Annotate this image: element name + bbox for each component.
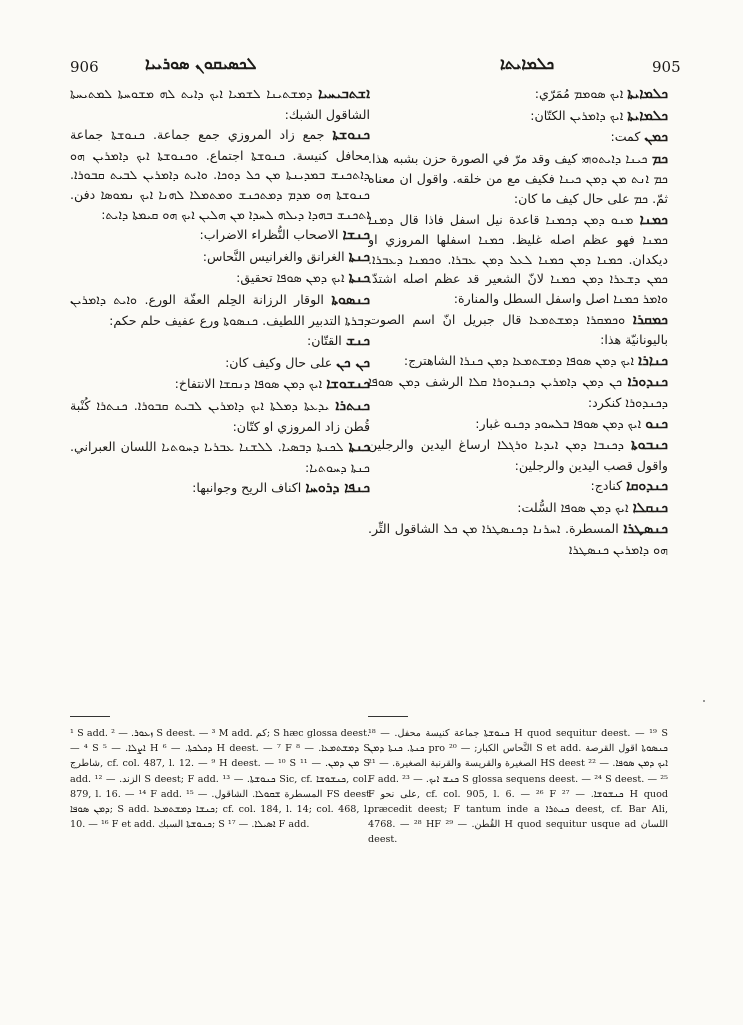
lexicon-entry xyxy=(70,84,370,124)
lexicon-entry xyxy=(368,498,668,519)
entry-headword: ܟܢܬܐ xyxy=(348,270,370,287)
lexicon-entry xyxy=(368,149,668,209)
entry-gloss: جمع زاد المروزي جمع جماعة. ܟܢܘܫܬܐ جماعة محافل كنيسة. ܟܢܘܫܬܐ اجتماع. ܘܟܢܘܫܬܐ ܐܝܟ ܕܐܡܪܝܢ ܗܘ ܕܐܬܟܢܫ ܒܡܕܝܢܬܐ ܡܢ ܟܠ ܕܘܟܐ. ܘܐܝܬ ܕܐܡܪܝܢ ܠܒܝܬ ܩܒܘܪܐ. ܟܢܘܫܬܐ ܗܘ ܡܕܡ ܕܡܬܟܢܫ ܘܡܬܡܠܐ ܠܗܢܐ ܐܝܟ ܢܡܘܣܐ دفن. ܐܬܟܢܫ ܒܗܕܐ ܕܝܠܗ ܠܚܕܐ ܡܢ ܗܠܝܢ ܐܝܟ ܗܘ ܩܝܡܬܐ ܕܐܝܬ: xyxy=(70,127,370,222)
entry-gloss: ܐܝܟ ܕܡܢ ܣܘܦܐ تحقيق: xyxy=(236,270,345,286)
entry-gloss: ܐܝܟ ܕܡܢ ܣܘܦܐ ܕܡܫܬܡܥܐ ܕܡܢ ܟܢܪܐ الشاهترج: xyxy=(403,352,635,368)
entry-headword: ܟܢܩܠܐ xyxy=(632,499,668,516)
running-head-left: ܠܟܣܝܩܘܢ ܣܘܪܝܝܐ xyxy=(145,54,257,73)
lexicon-entry xyxy=(70,247,370,268)
entry-gloss: ܐܝܟ ܕܡܢ ܣܘܦܐ السُّلت: xyxy=(517,499,629,515)
entry-gloss: اكناف الريح وجوانبها: xyxy=(192,480,302,496)
entry-headword: ܟܢ ܟܢ xyxy=(336,354,370,371)
entry-headword: ܟܡ xyxy=(651,150,668,167)
entry-gloss: القتّان: xyxy=(306,333,342,349)
entry-gloss: ܡܢܘ ܕܡܢ ܕܟܡܢܐ قاعدة نيل اسفل فاذا قال ܕܡܢܐ ܟܡܢܐ فهو عظم اصله غليظ. ܟܡܢܐ اسفلها المروزي او ديكدان. ܟܡܢܐ ܕܡܢ ܟܡܢܐ ܠܥܠ ܕܡܢ ܥܒܪܐ. ܘܟܡܢܐ ܕܥܒܪܐ. ܟܡܢ ܕܫܥܪܐ ܕܡܢ ܟܡܢܐ لانّ الشعير قد عظم اصله اشتدّ. ܘܐܡܪ ܟܡܢܐ اصل واسفل السطل والمنارة: xyxy=(368,211,668,306)
page-speck xyxy=(703,700,705,702)
entry-gloss: الاصحاب النُّظراء الاضراب: xyxy=(199,227,339,243)
left-column-entries xyxy=(70,84,370,684)
entry-headword: ܟܡܢ xyxy=(644,129,668,146)
lexicon-entry xyxy=(368,84,668,105)
entry-headword: ܟܠܡܐܝܬܐ xyxy=(627,107,668,124)
entry-headword: ܟܢܕܘܪܐ xyxy=(627,374,668,391)
entry-gloss: الغرانق والغرانيس النَّحاس: xyxy=(202,248,345,264)
entry-headword: ܟܡܢܐ xyxy=(639,211,668,228)
entry-headword: ܟܢܫܘܫܐ xyxy=(326,376,370,393)
footnotes-left xyxy=(70,726,370,976)
footnote-divider-right xyxy=(368,716,408,717)
entry-headword: ܟܢܬܐ xyxy=(348,439,370,456)
entry-gloss: الوقار الرزانة الحِلم العفّة الورع. ܘܐܝܬ ܕܐܡܪܝܢ ܕܒܪܬܐ التدبير اللطيف. ܟܢܣܘܬܐ ورع عفيف حلم حكم: xyxy=(70,291,370,328)
lexicon-entry xyxy=(368,351,668,372)
footnote-block: ܟܢܘܫܬܐ جماعة كنيسة محفل. — ¹⁸ H quod sequitur deest. — ¹⁹ S ܟܢܬܐ. ܟܢܬܐ ܕܡܢ pro النَّحاس الكبار; — ²⁰ S et add. ܟܢܣܘܬܐ اقول القرصة الصغيرة والقريسة والقرنبة الصغيرة. — ²¹ HS deest ܐܝܟ ܕܡܢ ܣܘܦܐ. — ²² F add. ܟܢܫ ܐܝܟ. — ²³ S glossa sequens deest. — ²⁴ S deest. — ²⁵ F على نحو, cf. col. 905, l. 6. — ²⁶ F ܟܢܫܘܫܐ. — ²⁷ H quod præcedit deest; F tantum inde a ܟܢܬܪܐ deest, cf. Bar Ali, 4768. — ²⁸ HF القُطن. — ²⁹ H quod sequitur usque ad اللسان deest. xyxy=(368,728,668,846)
entry-gloss: ܕܟܢܒܐ ܕܡܢ ܐܝܕܝܐ ܘܪܓܠܐ ارساغ اليدين والرجلين واقول قصب اليدين والرجلين: xyxy=(368,437,668,473)
entry-headword: ܟܢܣܛܪܐ xyxy=(623,521,668,538)
entry-headword: ܟܢܦܐ ܕܪܘܚܐ xyxy=(305,480,370,497)
page-number-right: 905 xyxy=(652,58,681,76)
running-head-right: ܟܠܡܐܝܬܐ xyxy=(500,54,555,73)
entry-headword: ܟܢܫܐ xyxy=(342,227,370,244)
lexicon-entry xyxy=(368,310,668,350)
lexicon-entry xyxy=(70,396,370,436)
lexicon-entry xyxy=(368,127,668,148)
entry-headword: ܟܢܒܘܬܐ xyxy=(630,437,668,454)
lexicon-entry xyxy=(70,331,370,352)
entry-headword: ܟܡܩܪܐ xyxy=(632,311,668,328)
entry-gloss: كنادج: xyxy=(590,478,623,494)
entry-headword: ܟܢܕܘܩܐ xyxy=(626,478,668,495)
entry-gloss: المسطرة. ܐܚܪܢܐ ܕܟܢܣܛܪܐ ܡܢ ܟܠ الشاقول التِّر. ܗܘ ܕܐܡܪܝܢ ܟܢܣܛܪܐ xyxy=(368,521,668,558)
entry-headword: ܟܢܣܘܬܐ xyxy=(331,291,370,308)
entry-headword: ܐܫܬܒܝܚܝܐ xyxy=(318,86,370,102)
entry-headword: ܟܢܬܪܐ xyxy=(335,397,370,414)
footnotes-right xyxy=(368,726,668,976)
lexicon-entry xyxy=(368,519,668,559)
entry-gloss: ܟܝܢܐ ܕܐܝܬܘܗܝ كيف وقد مرّ في الصورة حزن بشبه هذا. ܟܡ ܐܢܬ ܡܢ ܕܡܢ ܟܝܢܐ فكيف مع من خلقه. واقول ان معناه ثمّ. ܟܡ على حال كيف ما كان: xyxy=(368,150,668,206)
lexicon-entry xyxy=(368,106,668,127)
lexicon-entry xyxy=(70,437,370,477)
entry-gloss: على حال وكيف كان: xyxy=(225,354,333,370)
entry-headword: ܟܢܐܪܐ xyxy=(638,352,668,369)
entry-gloss: ܘܟܡܩܪܐ ܕܡܫܬܡܥܐ قال جبريل انّ اسم الصوت باليونانيّة هذا: xyxy=(368,311,668,348)
lexicon-entry xyxy=(70,353,370,374)
right-column-entries xyxy=(368,84,668,684)
entry-gloss: ܐܝܟ ܕܐܡܪܝܢ الكتّان: xyxy=(530,107,624,123)
entry-gloss: ܐܝܟ ܣܘܡܡ مُمَرّي: xyxy=(534,86,624,101)
footnote-divider-left xyxy=(70,716,110,717)
lexicon-entry xyxy=(368,476,668,497)
entry-headword: ܟܢܬܐ xyxy=(348,248,370,265)
entry-gloss: ܟܢ ܕܡܢ ܕܐܡܪܝܢ ܕܟܢܕܘܪܐ ܩܠܐ الرشف ܕܡܢ ܣܘܦܐ ܕܟܢܕܘܪܐ كنكرد: xyxy=(368,374,668,410)
entry-gloss: كمت: xyxy=(610,129,641,145)
lexicon-entry xyxy=(368,210,668,309)
entry-headword: ܟܠܡܐܝܬܐ xyxy=(627,86,668,102)
lexicon-entry xyxy=(368,372,668,412)
entry-headword: ܟܢܫ xyxy=(345,333,370,350)
entry-gloss: ܐܝܟ ܕܡܢ ܣܘܦܐ ܕܢܩܫܐ الانتفاخ: xyxy=(174,376,323,392)
lexicon-entry xyxy=(70,478,370,499)
lexicon-entry xyxy=(70,374,370,395)
lexicon-entry xyxy=(368,414,668,435)
entry-gloss: ܕܡܫܬܝܢܐ ܠܫܡܝܐ ܐܝܟ ܕܐܝܬ ܠܗ ܡܫܘܚܬܐ ܠܡܬܝܚܬܐ الشاقول الشبك: xyxy=(70,86,370,122)
lexicon-entry xyxy=(70,225,370,246)
lexicon-entry xyxy=(70,290,370,330)
lexicon-entry xyxy=(70,125,370,224)
lexicon-entry xyxy=(368,435,668,475)
entry-gloss: ܐܝܟ ܕܡܢ ܣܘܦܐ ܒܠܚܘܕ ܕܟܢܘ غبار: xyxy=(475,415,642,431)
lexicon-entry xyxy=(70,268,370,289)
entry-gloss: ܠܟܢܬܐ ܕܒܣܝܐ. ܠܠܫܢܐ ܥܒܪܝܐ ܕܚܘܬܝܐ اللسان العبراني. ܟܢܬܐ ܕܚܘܬܝܐ: xyxy=(70,439,370,475)
entry-headword: ܟܢܘ xyxy=(645,415,668,432)
entry-gloss: ܝܕܥܬܐ ܕܡܠܬܐ ܐܝܟ ܕܐܡܪܝܢ ܠܒܝܬ ܩܒܘܪܐ. ܟܢܬܪܐ كُنْبة قُطن زاد المروزي او كتّان: xyxy=(70,397,370,434)
footnote-block: ¹ S add. ܙܥܘܪ. — ² S deest. — ³ M add. كم; S hæc glossa deest. — ⁴ S ܐܨܠܐ. — ⁵ H ܕܟܠܟܬܐ. — ⁶ H deest. — ⁷ F ܕܡܫܬܡܥܐ. — ⁸ S شاطرج, cf. col. 487, l. 12. — ⁹ H deest. — ¹⁰ S ܡܢ ܕܡܢ. — ¹¹ S add. الزند. — ¹² S deest; F add. ܟܢܘܫܬܐ. — ¹³ Sic, cf. ܟܢܫܘܫܐ, col. 879, l. 16. — ¹⁴ F add. المسطرة ܫܩܘܠܐ. الشاقول. — ¹⁵ FS deest ܕܡܢ ܣܘܦܐ; S add. ܟܢܫܐ ܕܡܫܬܡܥܐ; cf. col. 184, l. 14; col. 468, l. 10. — ¹⁶ F et add. ܟܢܘܫܬܐ السبك; S ܐܣܝܠܐ. — ¹⁷ F add. xyxy=(70,728,370,831)
page-number-left: 906 xyxy=(70,58,99,76)
entry-headword: ܟܢܘܫܬܐ xyxy=(332,127,370,144)
